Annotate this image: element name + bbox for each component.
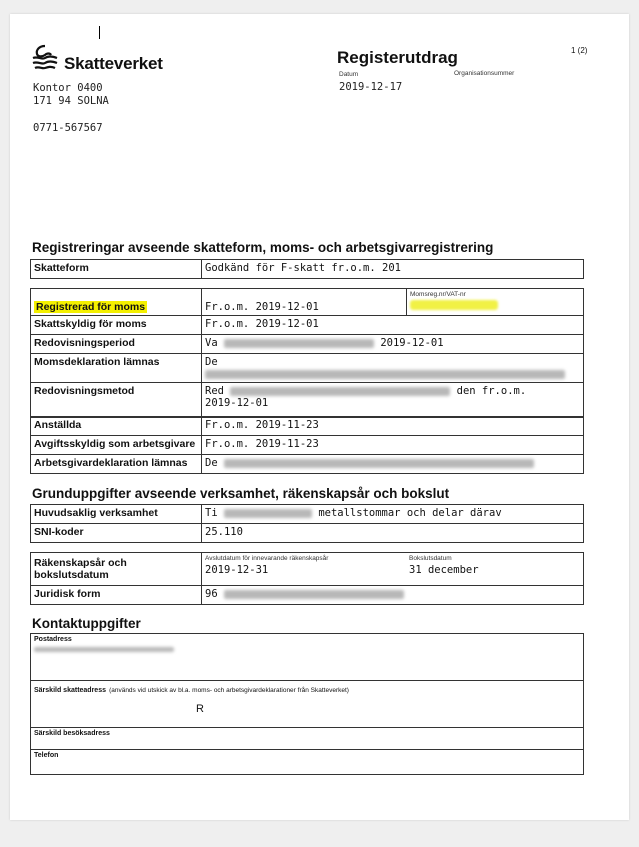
avgiftsskyldig-value: Fr.o.m. 2019-11-23 [202, 436, 584, 455]
moms-label: Registrerad för moms [36, 301, 146, 313]
sarskild-cell [31, 681, 584, 728]
vat-cell [407, 289, 584, 316]
table-row [31, 750, 584, 775]
table-row [31, 316, 584, 335]
arbetsgivardeklaration-cell [202, 455, 584, 474]
sni-value: 25.110 [202, 524, 584, 543]
skatteform-table [30, 259, 584, 279]
table-row [31, 455, 584, 474]
skatteverket-logo-icon [30, 44, 60, 72]
table-row [31, 335, 584, 354]
table-row [31, 681, 584, 728]
redovisningsperiod-date: 2019-12-01 [380, 337, 444, 349]
redacted-text [230, 387, 450, 396]
redovisningsmetod-cell [202, 383, 584, 418]
contact-heading: Kontaktuppgifter [32, 616, 141, 631]
momsdeklaration-label: Momsdeklaration lämnas [31, 354, 202, 383]
moms-value: Fr.o.m. 2019-12-01 [202, 289, 407, 316]
table-row [31, 634, 584, 681]
besoksadress-cell [31, 728, 584, 750]
avgiftsskyldig-label: Avgiftsskyldig som arbetsgivare [31, 436, 202, 455]
skatteform-value: Godkänd för F-skatt fr.o.m. 201 [202, 260, 584, 279]
table-row [31, 586, 584, 605]
redovisningsmetod-prefix: Red [205, 385, 224, 397]
text-cursor [99, 26, 100, 39]
employer-table [30, 416, 584, 474]
momsdeklaration-cell [202, 354, 584, 383]
postadress-label: Postadress [34, 636, 72, 643]
postadress-cell [31, 634, 584, 681]
office-line: Kontor 0400 [33, 82, 103, 94]
document-page [10, 14, 629, 820]
sarskild-note: (används vid utskick av bl.a. moms- och arbetsgivardeklarationer från Skatteverket) [109, 687, 349, 694]
avslut-cell [202, 553, 407, 586]
table-row [31, 505, 584, 524]
juridisk-label: Juridisk form [31, 586, 202, 605]
table-row [31, 436, 584, 455]
document-date: 2019-12-17 [339, 81, 403, 93]
huvudsaklig-label: Huvudsaklig verksamhet [31, 505, 202, 524]
redovisningsmetod-suffix: den fr.o.m. [456, 385, 527, 397]
redacted-text [205, 370, 565, 379]
table-row [31, 728, 584, 750]
juridisk-cell [202, 586, 584, 605]
sarskild-label: Särskild skatteadress [34, 687, 106, 694]
redovisningsperiod-label: Redovisningsperiod [31, 335, 202, 354]
redovisningsmetod-label: Redovisningsmetod [31, 383, 202, 418]
rakenskapsar-label: Räkenskapsår och bokslutsdatum [31, 553, 202, 586]
redovisningsmetod-date: 2019-12-01 [205, 397, 269, 409]
table-row [31, 524, 584, 543]
huvudsaklig-cell [202, 505, 584, 524]
bokslut-caption: Bokslutsdatum [409, 555, 452, 562]
vat-caption: Momsreg.nr/VAT-nr [410, 291, 466, 298]
bokslut-value: 31 december [409, 564, 479, 576]
besoksadress-label: Särskild besöksadress [34, 730, 110, 737]
arbetsgivardeklaration-prefix: De [205, 457, 218, 469]
redovisningsperiod-prefix: Va [205, 337, 218, 349]
telefon-cell [31, 750, 584, 775]
sni-label: SNI-koder [31, 524, 202, 543]
redovisningsperiod-cell [202, 335, 584, 354]
registrations-heading: Registreringar avseende skatteform, moms- och arbetsgivarregistrering [32, 240, 494, 255]
skattskyldig-value: Fr.o.m. 2019-12-01 [202, 316, 584, 335]
redacted-text [224, 459, 534, 468]
table-row [31, 260, 584, 279]
brand-name: Skatteverket [64, 54, 163, 73]
telefon-label: Telefon [34, 752, 59, 759]
table-row [31, 383, 584, 418]
redacted-text [224, 590, 404, 599]
contact-table [30, 633, 584, 775]
business-table [30, 504, 584, 543]
org-number-caption: Organisationsummer [454, 70, 515, 77]
table-row [31, 553, 584, 586]
avslut-value: 2019-12-31 [205, 564, 269, 576]
moms-table [30, 288, 584, 418]
skatteform-label: Skatteform [31, 260, 202, 279]
postal-line: 171 94 SOLNA [33, 95, 109, 107]
table-row [31, 289, 584, 316]
redacted-text [224, 339, 374, 348]
sarskild-header [34, 683, 580, 695]
redacted-text [34, 647, 174, 652]
anstallda-label: Anställda [31, 417, 202, 436]
avslut-caption: Avslutdatum för innevarande räkenskapsår [205, 555, 329, 562]
document-title: Registerutdrag [337, 48, 458, 67]
skattskyldig-label: Skattskyldig för moms [31, 316, 202, 335]
page-number: 1 (2) [571, 46, 588, 55]
arbetsgivardeklaration-label: Arbetsgivardeklaration lämnas [31, 455, 202, 474]
phone-number: 0771-567567 [33, 122, 103, 134]
fiscal-table [30, 552, 584, 605]
momsdeklaration-prefix: De [205, 356, 218, 368]
huvudsaklig-suffix: metallstommar och delar därav [318, 507, 502, 519]
table-row [31, 417, 584, 436]
huvudsaklig-prefix: Ti [205, 507, 218, 519]
vat-number-redacted [410, 300, 498, 310]
redacted-text [224, 509, 312, 518]
table-row [31, 354, 584, 383]
sarskild-value: R [196, 703, 204, 715]
anstallda-value: Fr.o.m. 2019-11-23 [202, 417, 584, 436]
date-caption: Datum [339, 71, 359, 78]
juridisk-prefix: 96 [205, 588, 218, 600]
bokslut-cell [406, 553, 584, 586]
moms-label-cell [31, 289, 202, 316]
basic-info-heading: Grunduppgifter avseende verksamhet, räkenskapsår och bokslut [32, 486, 450, 501]
